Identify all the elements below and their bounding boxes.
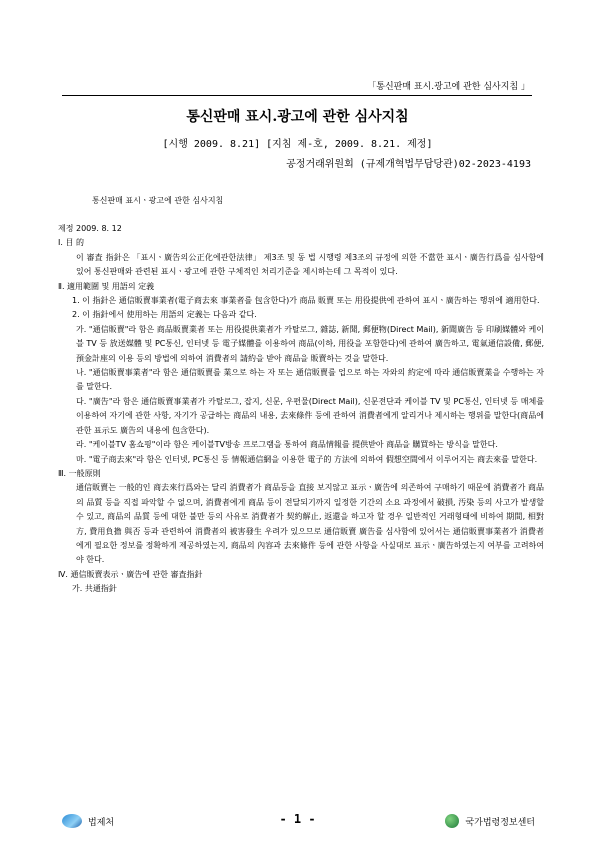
section-heading-scope: Ⅱ. 適用範圍 및 用語의 定義 bbox=[58, 281, 155, 291]
paragraph-purpose: 이 審査 指針은 「표시ㆍ廣告의公正化에관한法律」 제3조 및 동 법 시행령 제3조의 규정에 의한 不當한 표시ㆍ廣告行爲를 심사함에 있어 통신판매와 관련된 표시ㆍ광고에 관한 구체적인 처리기준을 제시하는데 그 목적이 있다. bbox=[76, 252, 547, 277]
subsection-common-guidelines: 가. 共通指針 bbox=[72, 584, 117, 594]
document-subtitle: 통신판매 표시ㆍ광고에 관한 심사지침 bbox=[92, 196, 224, 205]
paragraph-principles: 通信販賣는 一般的인 商去來行爲와는 달리 消費者가 商品등을 直接 보지않고 표示ㆍ廣告에 의존하여 구매하기 때문에 消費者가 商品의 品質 등을 직접 파악할 수 없으며, 消費者에게 商品 등이 전달되기까지 일정한 기간의 소요 과정에서 破損, 汚染 등의 사고가 발생할 수 있고, 商品의 品質 등에 대한 불만 등의 사유로 消費者가 契約解止, 返還을 하고자 할 경우 일반적인 거래형태에 비하여 期間, 相對方, 費用負擔 與否 등과 관련하여 消費者의 被害發生 우려가 있으므로 通信販賣 廣告를 심사함에 있어서는 通信販賣事業者가 消費者에게 필요한 정보를 정확하게 제공하였는지, 商品의 內容과 去來條件 등에 관한 사항을 사실대로 표示ㆍ廣告하였는지 여부를 고려하여야 한다. bbox=[76, 483, 547, 565]
law-center-logo-icon bbox=[445, 814, 459, 828]
enforcement-info: [시행 2009. 8.21] [지침 제-호, 2009. 8.21. 제정] bbox=[162, 139, 433, 150]
paragraph-scope-1: 1. 이 指針은 通信販賣事業者(電子商去來 事業者를 包含한다)가 商品 販賣 또는 用役提供에 관하여 표시ㆍ廣告하는 행위에 適用한다. bbox=[72, 296, 540, 306]
definition-da: 다. "廣告"라 함은 通信販賣事業者가 카탈로그, 잡지, 신문, 우편물(Direct Mail), 신문전단과 케이블 TV 및 PC통신, 인터넷 등 매체를 이용하여 자기에 관한 사항, 자기가 공급하는 商品의 내용, 去來條件 등에 관하여 消費者에게 알리거나 제시하는 행위를 말한다(商品에 관한 표示도 廣告의 내용에 包含한다). bbox=[76, 396, 547, 435]
footer-right bbox=[445, 814, 535, 828]
section-heading-purpose: Ⅰ. 目 的 bbox=[58, 238, 84, 248]
definition-ga: 가. "通信販賣"라 함은 商品販賣業者 또는 用役提供業者가 카탈로그, 雜誌, 新聞, 郵便物(Direct Mail), 新聞廣告 등 印刷媒體와 케이블 TV 등 放送媒體 및 PC통신, 인터넷 등 電子媒體를 이용하여 商品(이하, 用役을 포함한다)에 관하여 廣告하고, 電氣通信設備, 郵便, 預金計座의 이용 등의 방법에 의하여 消費者의 請約을 받아 商品을 販賣하는 것을 말한다. bbox=[76, 324, 547, 363]
section-heading-principles: Ⅲ. 一般原則 bbox=[58, 468, 101, 478]
definition-ra: 라. "케이블TV 홈쇼핑"이라 함은 케이블TV방송 프로그램을 통하여 商品情報를 提供받아 商品을 購買하는 방식을 말한다. bbox=[76, 440, 498, 450]
definition-na: 나. "通信販賣事業者"라 함은 通信販賣를 業으로 하는 자 또는 通信販賣를 업으로 하는 자와의 約定에 따라 通信販賣業을 수행하는 자를 말한다. bbox=[76, 368, 544, 392]
page-footer bbox=[0, 806, 595, 836]
footer-left-label: 법제처 bbox=[88, 817, 115, 828]
page-number: - 1 - bbox=[279, 812, 316, 826]
definition-ma: 마. "電子商去來"라 함은 인터넷, PC통신 등 情報通信網을 이용한 電子的 方法에 의하여 假想空間에서 이루어지는 商去來를 말한다. bbox=[76, 454, 538, 464]
paragraph-scope-2: 2. 이 指針에서 使用하는 用語의 定義는 다음과 같다. bbox=[72, 310, 257, 320]
section-heading-guidelines: Ⅳ. 通信販賣表示ㆍ廣告에 관한 審査指針 bbox=[58, 569, 203, 579]
document-title: 통신판매 표시.광고에 관한 심사지침 bbox=[186, 109, 409, 125]
header-divider bbox=[62, 95, 532, 96]
enactment-date: 제정 2009. 8. 12 bbox=[58, 224, 122, 233]
document-body bbox=[58, 222, 547, 597]
agency-contact: 공정거래위원회 (규제개혁법무담당관)02-2023-4193 bbox=[286, 159, 531, 170]
document-header-note: 「통신판매 표시.광고에 관한 심사지침 」 bbox=[367, 82, 530, 92]
footer-right-label: 국가법령정보센터 bbox=[465, 817, 535, 828]
